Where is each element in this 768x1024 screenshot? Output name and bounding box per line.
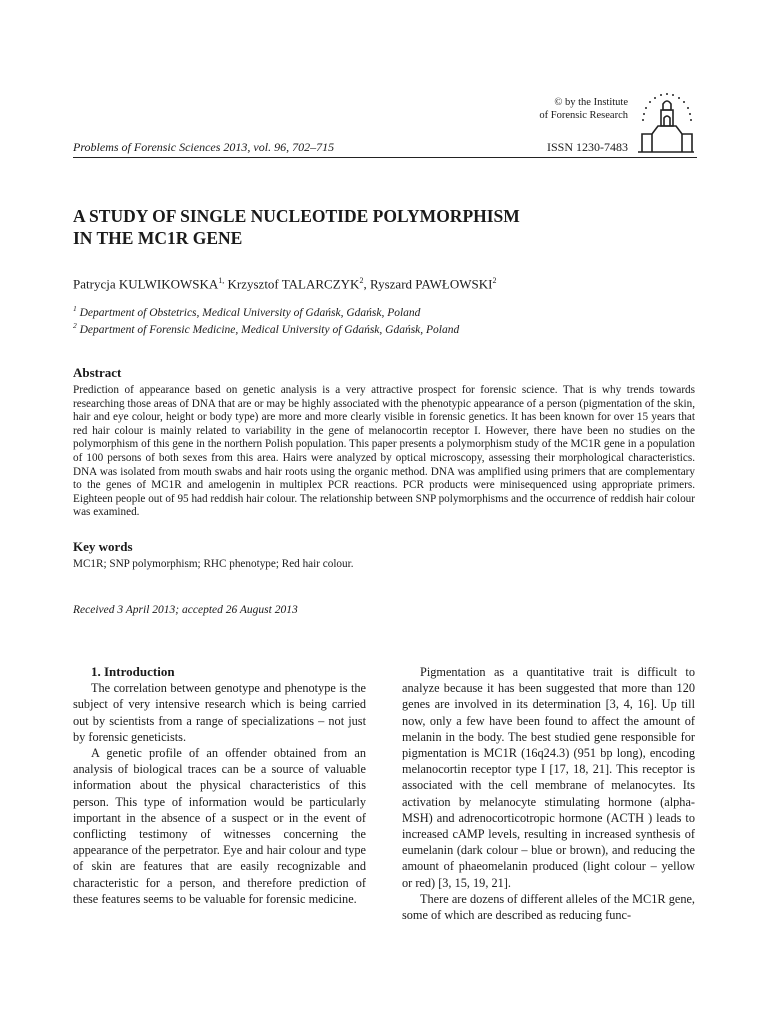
affiliation-2-num: 2 <box>73 321 77 330</box>
keywords-heading: Key words <box>73 539 133 554</box>
author-3: , Ryszard PAWŁOWSKI <box>363 276 493 292</box>
affiliation-1-num: 1 <box>73 304 77 313</box>
affiliation-1 <box>73 304 420 319</box>
title-line-1: A STUDY OF SINGLE NUCLEOTIDE POLYMORPHISM <box>73 206 520 226</box>
institute-line-1: © by the Institute <box>554 97 628 108</box>
intro-paragraph: A genetic profile of an offender obtained from an analysis of biological traces can be a source of valuable information about the physical characteristics of this person. This type of information would be particularly important in the absence of a suspect or in the event of conflicting testimony of witnesses concerning the appearance of the perpetrator. Eye and hair colour and type of skin are features that are easily recognizable and characteristic for a person, and therefore prediction of these features seems to be valuable for forensic medicine. <box>73 746 366 906</box>
abstract-heading: Abstract <box>73 365 122 380</box>
institute-copyright <box>539 96 628 122</box>
author-list <box>73 276 496 292</box>
affiliation-1-text: Department of Obstetrics, Medical University of Gdańsk, Gdańsk, Poland <box>76 306 421 319</box>
affiliation-2-text: Department of Forensic Medicine, Medical University of Gdańsk, Gdańsk, Poland <box>76 323 460 336</box>
intro-left-column <box>73 664 366 907</box>
header-divider <box>73 157 697 158</box>
author-3-sup: 2 <box>492 276 497 285</box>
introduction-heading: 1. Introduction <box>91 664 175 679</box>
keywords-text: MC1R; SNP polymorphism; RHC phenotype; Red hair colour. <box>73 558 354 570</box>
author-1: Patrycja KULWIKOWSKA <box>73 276 219 292</box>
abstract-text: Prediction of appearance based on genetic analysis is a very attractive prospect for forensic science. That is why trends towards researching those areas of DNA that are or may be highly associated with the phenotypic appearance of a person (pigmentation of the skin, hair and eye colour, height or body type) are more and more clearly visible in forensic genetics. It has been known for over 15 years that red hair colour is mainly related to variability in the gene of melanocortin receptor I. However, there have been no studies on the polymorphism of this gene in the northern Polish population. This paper presents a polymorphism study of the MC1R gene in a population of 100 persons of both sexes from this area. Hairs were analyzed by optical microscopy, assessing their morphological characteristics. DNA was isolated from mouth swabs and hair roots using the organic method. DNA was amplified using primers that are complementary to the genes of MC1R and amelogenin in multiplex PCR reactions. PCR products were minisequenced using appropriate primers. Eighteen people out of 95 had reddish hair colour. The relationship between SNP polymorphisms and the occurrence of reddish hair colour was examined. <box>73 384 695 519</box>
institute-logo-icon <box>636 88 696 156</box>
author-1-sup: 1, <box>218 276 225 285</box>
title-line-2: IN THE MC1R GENE <box>73 228 243 248</box>
intro-paragraph: The correlation between genotype and phenotype is the subject of very intensive research which is being carried out by scientists from a range of specializations – not just by forensic geneticists. <box>73 681 366 744</box>
intro-paragraph: There are dozens of different alleles of the MC1R gene, some of which are described as reducing func- <box>402 891 695 923</box>
affiliation-2 <box>73 321 459 336</box>
intro-paragraph: Pigmentation as a quantitative trait is difficult to analyze because it has been suggested that more than 120 genes are involved in its determination [3, 4, 16]. Up till now, only a few have been found to affect the amount of melanin in the body. The best studied gene responsible for pigmentation is MC1R (16q24.3) (951 bp long), encoding melanocortin receptor type I [17, 18, 21]. This receptor is associated with the cell membrane of melanocytes. Its activation by melanocyte stimulating hormone (alpha-MSH) and adrenocorticotropic hormone (ACTH ) leads to increased cAMP levels, resulting in increased synthesis of eumelanin (dark colour – blue or brown), and reducing the amount of phaeomelanin produced (light colour – yellow or red) [3, 15, 19, 21]. <box>402 665 695 890</box>
intro-right-column <box>402 664 695 923</box>
received-date: Received 3 April 2013; accepted 26 August 2013 <box>73 604 298 616</box>
institute-line-2: of Forensic Research <box>539 110 628 121</box>
issn-number: ISSN 1230-7483 <box>546 140 628 154</box>
paper-title <box>73 205 693 249</box>
journal-citation: Problems of Forensic Sciences 2013, vol. 96, 702–715 <box>73 140 335 154</box>
author-2: Krzysztof TALARCZYK <box>224 276 360 292</box>
author-2-sup: 2 <box>359 276 364 285</box>
